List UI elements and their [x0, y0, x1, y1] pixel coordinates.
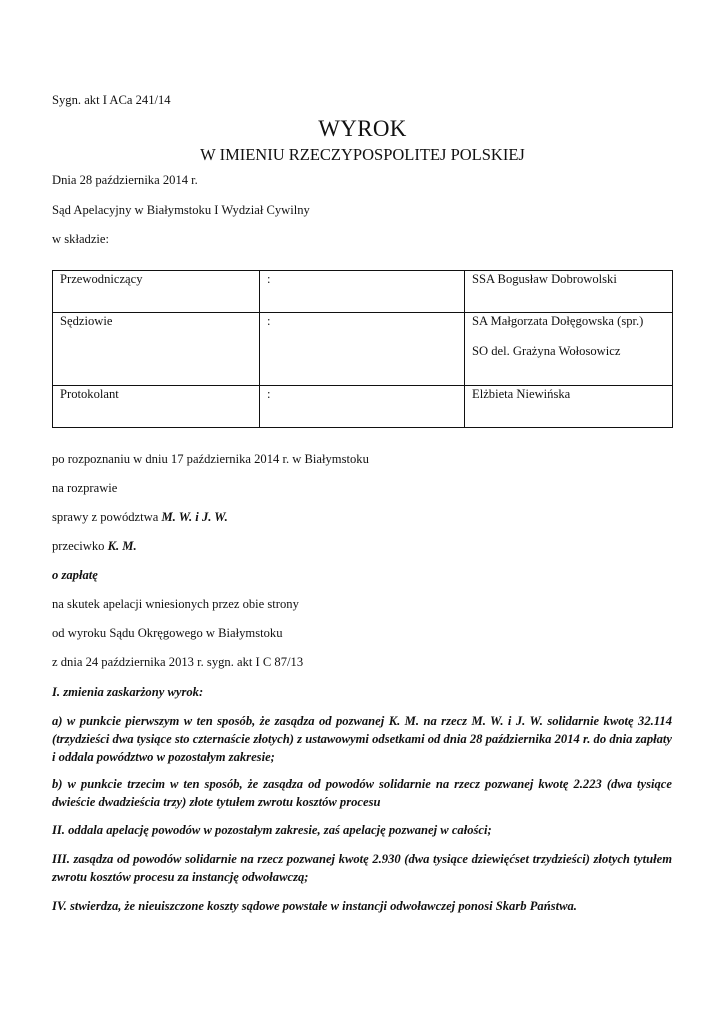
plaintiffs: M. W. i J. W.: [161, 510, 228, 524]
judgment-date: Dnia 28 października 2014 r.: [52, 173, 198, 187]
case-signature: Sygn. akt I ACa 241/14: [52, 93, 171, 107]
judges-separator: :: [260, 313, 465, 386]
case-prefix: sprawy z powództwa: [52, 510, 162, 524]
composition-label: w składzie:: [52, 232, 110, 246]
trial-info: na rozprawie: [52, 481, 118, 495]
court-name: Sąd Apelacyjny w Białymstoku I Wydział Cywilny: [52, 203, 310, 217]
hearing-info: po rozpoznaniu w dniu 17 października 2014 r. w Białymstoku: [52, 452, 369, 466]
defendant: K. M.: [107, 539, 137, 553]
judge-2-name: SO del. Grażyna Wołosowicz: [472, 344, 621, 358]
clerk-separator: :: [260, 386, 465, 428]
appeal-info: na skutek apelacji wniesionych przez obie strony: [52, 597, 299, 611]
ruling-point-4: IV. stwierdza, że nieuiszczone koszty sądowe powstałe w instancji odwoławczej ponosi Skarb Państwa.: [52, 899, 577, 913]
clerk-label: Protokolant: [53, 386, 260, 428]
presiding-name: SSA Bogusław Dobrowolski: [465, 271, 673, 313]
table-row: [53, 271, 673, 313]
judge-1-name: SA Małgorzata Dołęgowska (spr.): [472, 314, 644, 328]
judges-label: Sędziowie: [53, 313, 260, 386]
lower-court-judgment: od wyroku Sądu Okręgowego w Białymstoku: [52, 626, 283, 640]
presiding-separator: :: [260, 271, 465, 313]
table-row: [53, 313, 673, 386]
clerk-name: Elżbieta Niewińska: [465, 386, 673, 428]
ruling-point-1b: b) w punkcie trzecim w ten sposób, że zasądza od powodów solidarnie na rzecz pozwanej kwotę 2.223 (dwa tysiące dwieście dwadzieścia trzy) złote tytułem zwrotu kosztów procesu: [52, 777, 672, 809]
table-row: [53, 386, 673, 428]
lower-court-date: z dnia 24 października 2013 r. sygn. akt I C 87/13: [52, 655, 304, 669]
presiding-label: Przewodniczący: [53, 271, 260, 313]
ruling-point-2: II. oddala apelację powodów w pozostałym zakresie, zaś apelację pozwanej w całości;: [52, 823, 492, 837]
document-subtitle: W IMIENIU RZECZYPOSPOLITEJ POLSKIEJ: [200, 145, 525, 164]
defendant-line: [52, 538, 137, 554]
document-title: WYROK: [318, 116, 407, 141]
ruling-point-3: III. zasądza od powodów solidarnie na rzecz pozwanej kwotę 2.930 (dwa tysiące dziewięćset trzydzieści) złotych tytułem zwrotu kosztów procesu za instancję odwoławczą;: [52, 852, 672, 884]
against-prefix: przeciwko: [52, 539, 108, 553]
ruling-point-1a: a) w punkcie pierwszym w ten sposób, że zasądza od pozwanej K. M. na rzecz M. W. i J. W. solidarnie kwotę 32.114 (trzydzieści dwa tysiące sto czternaście złotych) z ustawowymi odsetkami od dnia 28 października 2014 r. do dnia zapłaty i oddala powództwo w pozostałym zakresie;: [52, 714, 672, 764]
ruling-point-1: I. zmienia zaskarżony wyrok:: [52, 685, 204, 699]
case-parties: [52, 509, 228, 525]
case-subject: o zapłatę: [52, 568, 98, 582]
judges-names: [465, 313, 673, 386]
court-composition-table: [52, 270, 673, 428]
